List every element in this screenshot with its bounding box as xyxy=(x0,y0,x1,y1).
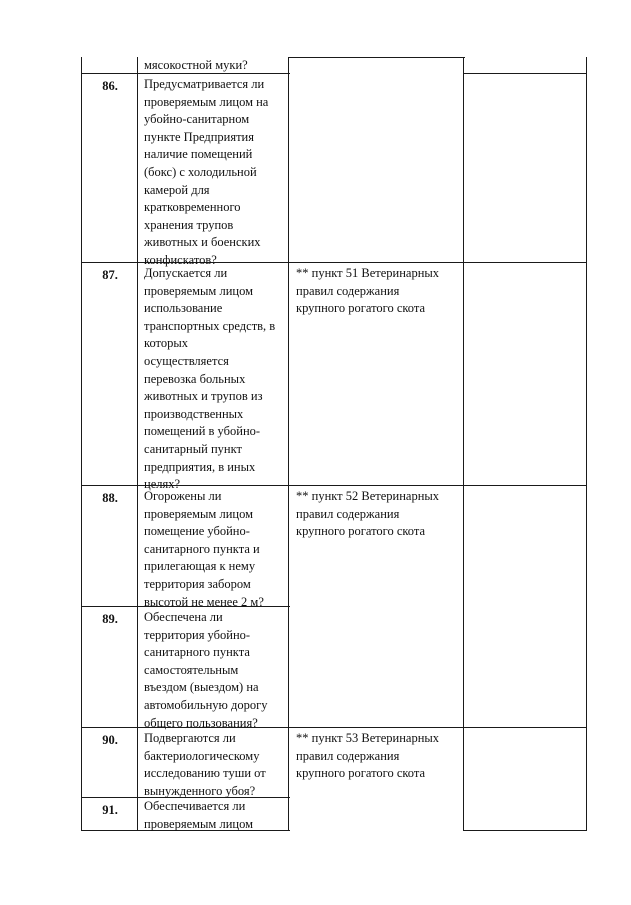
row-divider xyxy=(288,797,289,798)
row-number: 90. xyxy=(102,733,118,747)
question-text: Обеспечена ли территория убойно- санитарного пункта самостоятельным въездом (выездом) на автомобильную дорогу общего пользования? xyxy=(144,610,268,730)
row-divider xyxy=(463,727,587,728)
table-border-left xyxy=(81,57,82,831)
question-text: Предусматривается ли проверяемым лицом на убойно-санитарном пункте Предприятия наличие помещений (бокс) с холодильной камерой для кратковременного хранения трупов животных и боенских конфискатов? xyxy=(144,77,269,267)
row-number: 86. xyxy=(102,79,118,93)
row-divider xyxy=(463,73,587,74)
row-number: 89. xyxy=(102,612,118,626)
row-divider xyxy=(288,57,465,58)
row-number: 87. xyxy=(102,268,118,282)
reference-text: ** пункт 52 Ветеринарных правил содержания крупного рогатого скота xyxy=(296,489,440,539)
column-divider-reference xyxy=(463,57,464,831)
row-divider xyxy=(463,262,587,263)
reference-text: ** пункт 53 Ветеринарных правил содержания крупного рогатого скота xyxy=(296,731,440,781)
question-text: Допускается ли проверяемым лицом использование транспортных средств, в которых осуществляется перевозка больных животных и трупов из производственных помещений в убойно- санитарный пункт предприятия, в иных целях? xyxy=(144,266,276,492)
table-border-bottom xyxy=(463,830,587,831)
row-divider xyxy=(81,727,465,728)
column-divider-question xyxy=(288,57,289,831)
question-text: Обеспечивается ли проверяемым лицом xyxy=(144,799,253,831)
row-divider xyxy=(81,262,465,263)
question-text: Подвергаются ли бактериологическому исследованию туши от вынужденного убоя? xyxy=(144,731,266,798)
row-divider xyxy=(463,485,587,486)
question-text: Огорожены ли проверяемым лицом помещение убойно- санитарного пункта и прилегающая к нему территория забором высотой не менее 2 м? xyxy=(144,489,264,609)
table-border-right xyxy=(586,57,587,831)
reference-text: ** пункт 51 Ветеринарных правил содержания крупного рогатого скота xyxy=(296,266,440,316)
row-number: 91. xyxy=(102,803,118,817)
column-divider-number xyxy=(137,57,138,831)
row-number: 88. xyxy=(102,491,118,505)
question-text: мясокостной муки? xyxy=(144,58,248,72)
